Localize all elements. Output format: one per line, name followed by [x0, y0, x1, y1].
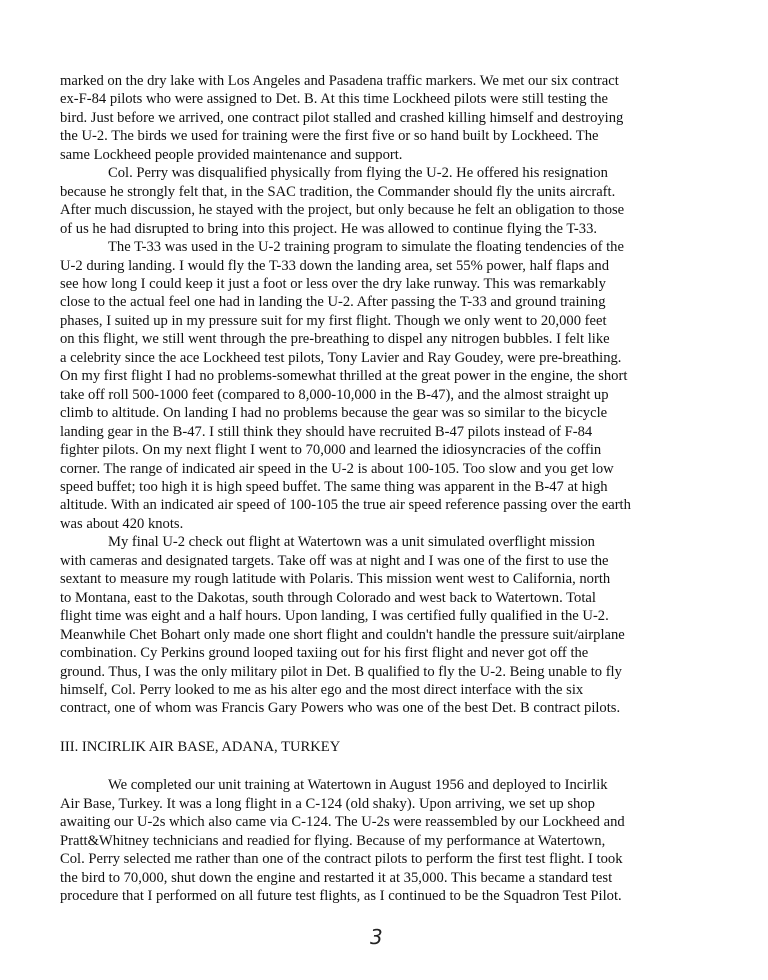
text-line: on this flight, we still went through the pre-breathing to dispel any nitrogen bubbles. I felt like [60, 331, 610, 348]
text-line: bird. Just before we arrived, one contract pilot stalled and crashed killing himself and destroying [60, 109, 624, 126]
text-line: My final U-2 check out flight at Watertown was a unit simulated overflight mission [108, 534, 595, 551]
text-line: On my first flight I had no problems-somewhat thrilled at the great power in the engine, the short [60, 368, 628, 385]
page-number: 3 [370, 925, 383, 949]
section-body-text [60, 776, 708, 905]
text-line: sextant to measure my rough latitude with Polaris. This mission went west to California, north [60, 571, 611, 588]
text-line: flight time was eight and a half hours. Upon landing, I was certified fully qualified in the U-2. [60, 608, 609, 625]
text-line: Meanwhile Chet Bohart only made one short flight and couldn't handle the pressure suit/airplane [60, 626, 625, 643]
text-line: was about 420 knots. [60, 515, 184, 532]
text-line: combination. Cy Perkins ground looped taxiing out for his first flight and never got off the [60, 645, 589, 662]
text-line: phases, I suited up in my pressure suit for my first flight. Though we only went to 20,000 feet [60, 312, 607, 329]
text-line: contract, one of whom was Francis Gary Powers who was one of the best Det. B contract pilots. [60, 700, 621, 717]
text-line: to Montana, east to the Dakotas, south through Colorado and west back to Watertown. Total [60, 589, 596, 606]
text-line: The T-33 was used in the U-2 training program to simulate the floating tendencies of the [108, 239, 624, 256]
text-line: of us he had disrupted to bring into this project. He was allowed to continue flying the T-33. [60, 220, 598, 237]
text-line: fighter pilots. On my next flight I went to 70,000 and learned the idiosyncracies of the coffin [60, 442, 602, 459]
text-line: ground. Thus, I was the only military pilot in Det. B qualified to fly the U-2. Being unable to fly [60, 663, 622, 680]
text-line: landing gear in the B-47. I still think they should have recruited B-47 pilots instead of F-84 [60, 423, 593, 440]
text-line: We completed our unit training at Watertown in August 1956 and deployed to Incirlik [108, 777, 608, 794]
text-line: see how long I could keep it just a foot or less over the dry lake runway. This was remarkably [60, 275, 606, 292]
text-line: the U-2. The birds we used for training were the first five or so hand built by Lockheed. The [60, 128, 599, 145]
text-line: Col. Perry selected me rather than one of the contract pilots to perform the first test flight. I took [60, 851, 623, 868]
text-line: marked on the dry lake with Los Angeles and Pasadena traffic markers. We met our six contract [60, 73, 619, 89]
body-text [60, 72, 708, 718]
text-line: Col. Perry was disqualified physically from flying the U-2. He offered his resignation [108, 165, 608, 182]
text-line: the bird to 70,000, shut down the engine and restarted it at 35,000. This became a standard test [60, 869, 613, 886]
text-line: altitude. With an indicated air speed of 100-105 the true air speed reference passing over the earth [60, 497, 631, 514]
paragraph [60, 164, 708, 238]
text-line: Air Base, Turkey. It was a long flight in a C-124 (old shaky). Upon arriving, we set up shop [60, 795, 595, 812]
section-heading: III. INCIRLIK AIR BASE, ADANA, TURKEY [60, 738, 341, 755]
text-line: ex-F-84 pilots who were assigned to Det. B. At this time Lockheed pilots were still testing the [60, 91, 608, 108]
paragraph [60, 238, 708, 533]
text-line: speed buffet; too high it is high speed buffet. The same thing was apparent in the B-47 at high [60, 478, 608, 495]
paragraph [60, 776, 708, 905]
text-line: take off roll 500-1000 feet (compared to 8,000-10,000 in the B-47), and the almost straight up [60, 386, 609, 403]
text-line: procedure that I performed on all future test flights, as I continued to be the Squadron Test Pilot. [60, 888, 622, 905]
text-line: with cameras and designated targets. Take off was at night and I was one of the first to use the [60, 552, 609, 569]
text-line: a celebrity since the ace Lockheed test pilots, Tony Lavier and Ray Goudey, were pre-breathing. [60, 349, 622, 366]
text-line: After much discussion, he stayed with the project, but only because he felt an obligation to those [60, 202, 625, 219]
text-line: himself, Col. Perry looked to me as his alter ego and the most direct interface with the six [60, 681, 584, 698]
text-line: same Lockheed people provided maintenance and support. [60, 146, 403, 163]
text-line: U-2 during landing. I would fly the T-33 down the landing area, set 55% power, half flaps and [60, 257, 609, 274]
text-line: awaiting our U-2s which also came via C-124. The U-2s were reassembled by our Lockheed and [60, 814, 625, 831]
paragraph [60, 72, 708, 164]
text-line: corner. The range of indicated air speed in the U-2 is about 100-105. Too slow and you get low [60, 460, 614, 477]
text-line: Pratt&Whitney technicians and readied for flying. Because of my performance at Watertown, [60, 832, 606, 849]
text-line: close to the actual feel one had in landing the U-2. After passing the T-33 and ground training [60, 294, 606, 311]
text-line: climb to altitude. On landing I had no problems because the gear was so similar to the bicycle [60, 405, 608, 422]
text-line: because he strongly felt that, in the SAC tradition, the Commander should fly the units aircraft. [60, 183, 616, 200]
paragraph [60, 533, 708, 718]
